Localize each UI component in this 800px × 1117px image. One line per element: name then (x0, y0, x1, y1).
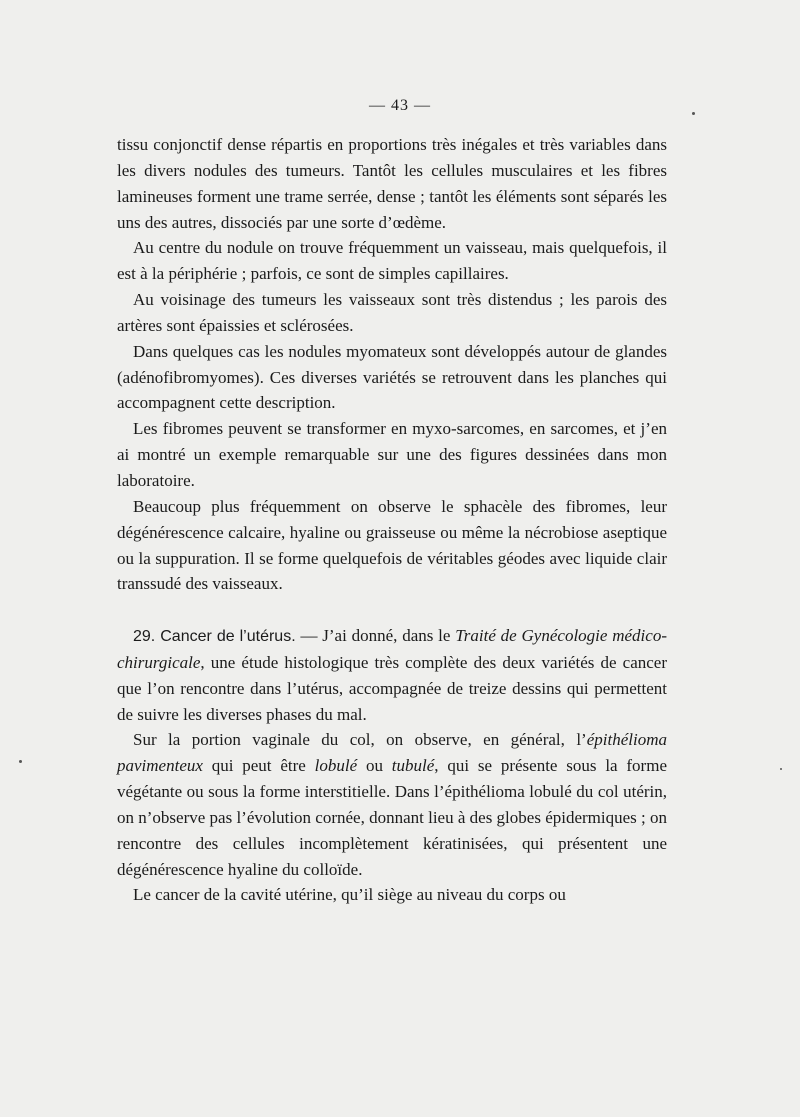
paragraph-neighborhood: Au voisinage des tumeurs les vaisseaux sont très distendus ; les parois des artères sont épaissies et sclérosées. (117, 290, 667, 335)
book-title: Traité de Gynécologie médico-chirurgicale (117, 626, 667, 672)
paragraph-adenofibromyomes: Dans quelques cas les nodules myomateux sont développés autour de glandes (adénofibromyomes). Ces diverses variétés se retrouvent dans les planches qui accompagnent cette description. (117, 341, 667, 413)
paragraph-degenerescence: Beaucoup plus fréquemment on observe le sphacèle des fibromes, leur dégénérescence calcaire, hyaline ou graisseuse ou même la nécrobiose aseptique ou la suppuration. Il se forme quelquefois de véritables géodes avec liquide clair transsudé des vaisseaux. (117, 496, 667, 594)
paragraph-col: Sur la portion vaginale du col, on observe, en général, l’épithélioma pavimenteux qui peut être lobulé ou tubulé, qui se présente sous la forme végétante ou sous la forme interstitielle. Dans l’épithélioma lobulé du col utérin, on n’observe pas l’évolution cornée, donnant lieu à des globes épidermiques ; on rencontre des cellules incomplètement kératinisées, qui présentent une dégénérescence hyaline du colloïde. (117, 730, 667, 879)
paragraph-cancer-uterus: 29. Cancer de l’utérus. — J’ai donné, dans le Traité de Gynécologie médico-chirurgicale, une étude histologique très complète des deux variétés de cancer que l’on rencontre dans l’utérus, accompagnée de treize dessins qui permettent de suivre les diverses phases du mal. (117, 626, 667, 724)
scan-speck (692, 112, 695, 115)
paragraph-cavite: Le cancer de la cavité utérine, qu’il siège au niveau du corps ou (133, 885, 566, 905)
paragraph-vessels: Au centre du nodule on trouve fréquemment un vaisseau, mais quelquefois, il est à la périphérie ; parfois, ce sont de simples capillaires. (117, 238, 667, 284)
term-tubule: tubulé (391, 756, 435, 776)
term-epithelioma: épithélioma pavimenteux (117, 730, 667, 776)
paragraph-continued: tissu conjonctif dense répartis en proportions très inégales et très variables dans les divers nodules des tumeurs. Tantôt les cellules musculaires et les fibres lamineuses forment une trame serrée, dense ; tantôt les éléments sont séparés les uns des autres, dissociés par une sorte d’œdème. (117, 135, 667, 232)
scan-speck (19, 760, 22, 763)
section-heading: 29. Cancer de l’utérus. (133, 628, 296, 646)
body-text (117, 132, 667, 908)
paragraph-sarcomes: Les fibromes peuvent se transformer en myxo-sarcomes, en sarcomes, et j’en ai montré un exemple remarquable sur une des figures dessinées dans mon laboratoire. (117, 419, 667, 490)
scan-speck (780, 768, 782, 770)
page-number: — 43 — (369, 97, 431, 114)
term-lobule: lobulé (314, 756, 358, 776)
